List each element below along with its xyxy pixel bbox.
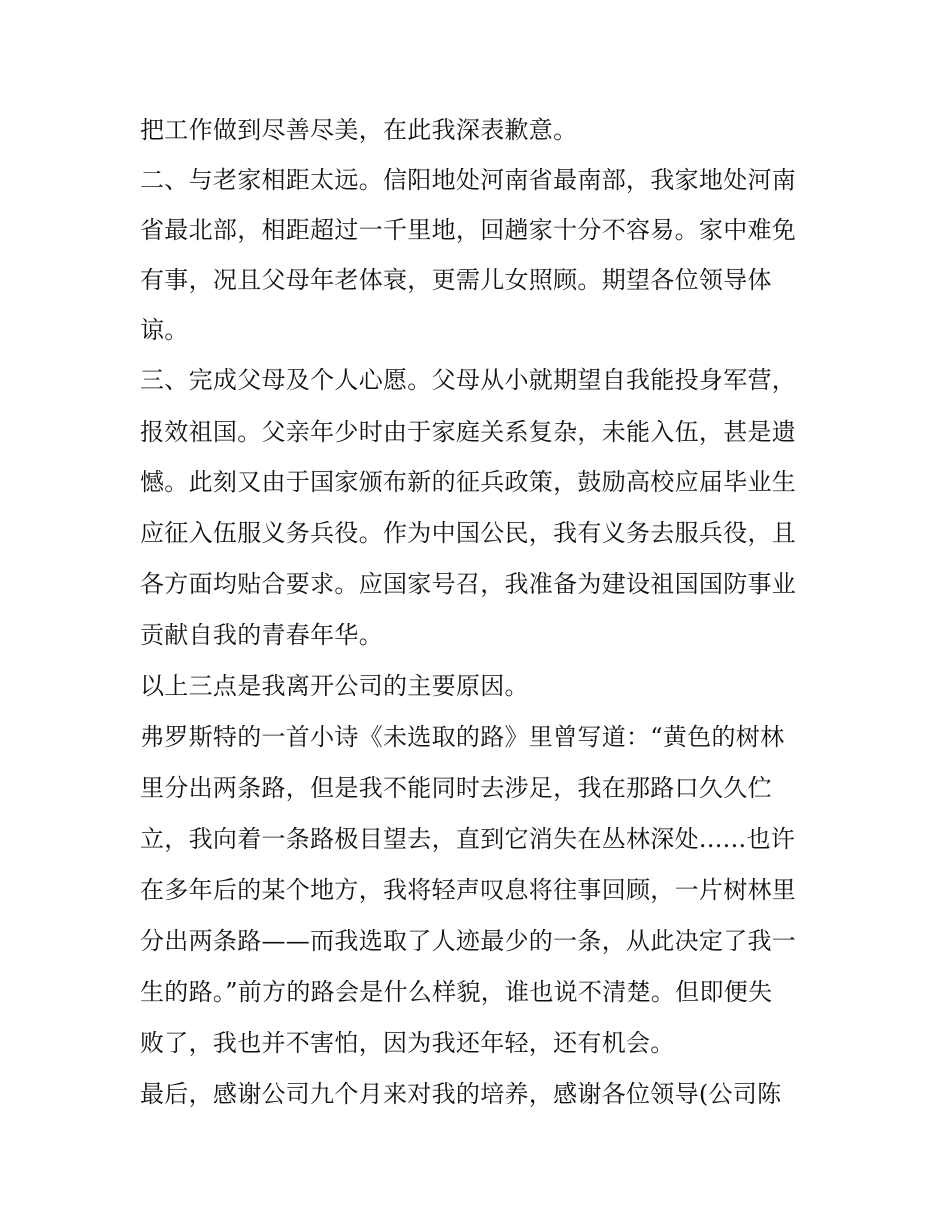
text-line-4: 有事，况且父母年老体衰，更需儿女照顾。期望各位领导体 [140,266,772,294]
text-line-19: 败了，我也并不害怕，因为我还年轻，还有机会。 [140,1029,675,1057]
text-line-1: 把工作做到尽善尽美，在此我深表歉意。 [140,116,578,144]
text-line-17: 分出两条路——而我选取了人迹最少的一条，从此决定了我一 [140,927,797,955]
text-line-8: 憾。此刻又由于国家颁布新的征兵政策，鼓励高校应届毕业生 [140,468,797,496]
text-line-5: 谅。 [140,316,189,344]
text-line-12: 以上三点是我离开公司的主要原因。 [140,672,529,700]
text-line-14: 里分出两条路，但是我不能同时去涉足，我在那路口久久伫 [140,774,772,802]
text-line-11: 贡献自我的青春年华。 [140,621,383,649]
text-line-2: 二、与老家相距太远。信阳地处河南省最南部，我家地处河南 [140,166,797,194]
text-line-15: 立，我向着一条路极目望去，直到它消失在丛林深处......也许 [140,825,796,853]
text-line-10: 各方面均贴合要求。应国家号召，我准备为建设祖国国防事业 [140,570,797,598]
text-line-13: 弗罗斯特的一首小诗《未选取的路》里曾写道：“黄色的树林 [140,723,785,751]
text-line-18: 生的路。”前方的路会是什么样貌，谁也说不清楚。但即便失 [140,978,773,1006]
text-line-7: 报效祖国。父亲年少时由于家庭关系复杂，未能入伍，甚是遗 [140,418,797,446]
text-line-20: 最后，感谢公司九个月来对我的培养，感谢各位领导(公司陈 [140,1080,782,1108]
text-line-16: 在多年后的某个地方，我将轻声叹息将往事回顾，一片树林里 [140,876,797,904]
text-line-9: 应征入伍服义务兵役。作为中国公民，我有义务去服兵役，且 [140,519,797,547]
text-line-6: 三、完成父母及个人心愿。父母从小就期望自我能投身军营， [140,366,797,394]
text-line-3: 省最北部，相距超过一千里地，回趟家十分不容易。家中难免 [140,216,797,244]
